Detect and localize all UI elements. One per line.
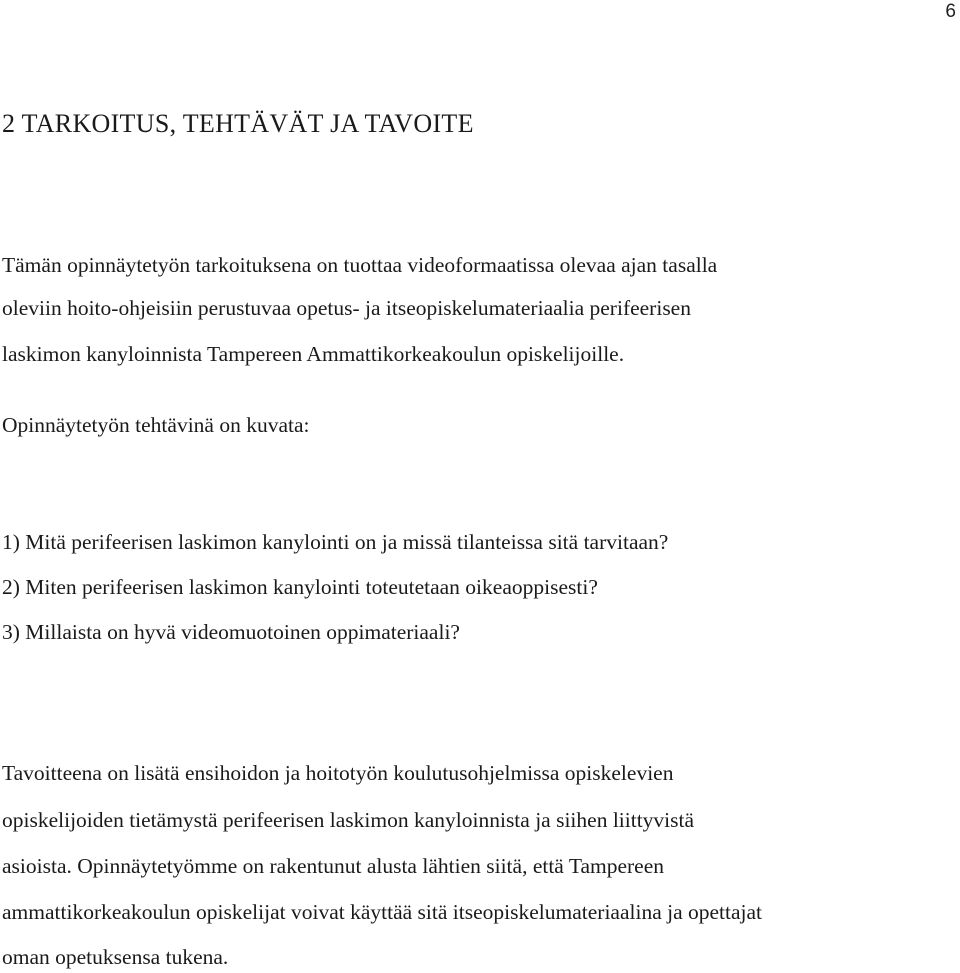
purpose-line-1: Tämän opinnäytetyön tarkoituksena on tuottaa videoformaatissa olevaa ajan tasalla <box>2 253 718 277</box>
page-number: 6 <box>945 1 956 22</box>
purpose-line-3: laskimon kanyloinnista Tampereen Ammattikorkeakoulun opiskelijoille. <box>2 342 625 366</box>
task-item-3: 3) Millaista on hyvä videomuotoinen oppimateriaali? <box>2 620 460 644</box>
goal-line-2: opiskelijoiden tietämystä perifeerisen laskimon kanyloinnista ja siihen liittyvistä <box>2 808 695 832</box>
purpose-line-2: oleviin hoito-ohjeisiin perustuvaa opetus- ja itseopiskelumateriaalia perifeerisen <box>2 296 691 320</box>
goal-line-3: asioista. Opinnäytetyömme on rakentunut alusta lähtien siitä, että Tampereen <box>2 854 665 878</box>
goal-line-4: ammattikorkeakoulun opiskelijat voivat käyttää sitä itseopiskelumateriaalina ja opettajat <box>2 900 763 924</box>
goal-line-5: oman opetuksensa tukena. <box>2 945 229 969</box>
task-item-1: 1) Mitä perifeerisen laskimon kanylointi on ja missä tilanteissa sitä tarvitaan? <box>2 530 669 554</box>
tasks-intro: Opinnäytetyön tehtävinä on kuvata: <box>2 413 310 437</box>
task-item-2: 2) Miten perifeerisen laskimon kanylointi toteutetaan oikeaoppisesti? <box>2 575 598 599</box>
goal-line-1: Tavoitteena on lisätä ensihoidon ja hoitotyön koulutusohjelmissa opiskelevien <box>2 761 674 785</box>
section-heading: 2 TARKOITUS, TEHTÄVÄT JA TAVOITE <box>2 109 474 138</box>
